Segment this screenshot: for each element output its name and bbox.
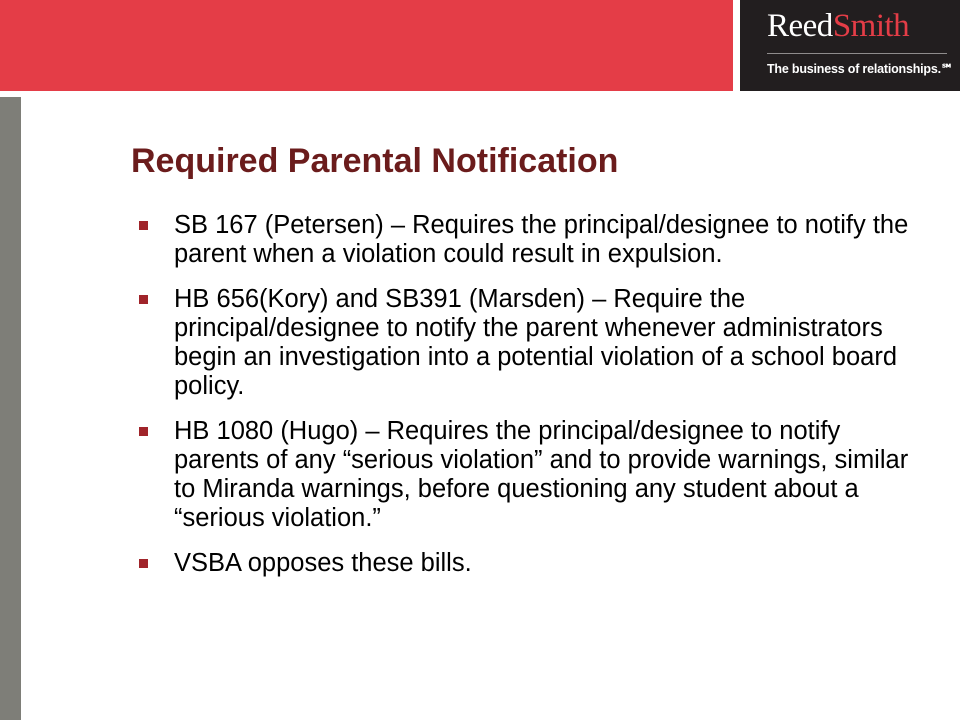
bullet-text: VSBA opposes these bills.: [174, 549, 472, 577]
bullet-item: [135, 549, 925, 578]
logo-word-smith: Smith: [832, 8, 910, 44]
bullet-text: SB 167 (Petersen) – Requires the principal/designee to notify the parent when a violation could result in expulsion.: [174, 211, 909, 268]
logo-tagline: The business of relationships.℠: [767, 62, 954, 76]
header-separator: [733, 0, 740, 91]
square-bullet-icon: [139, 559, 148, 568]
square-bullet-icon: [139, 427, 148, 436]
slide-title: Required Parental Notification: [131, 142, 619, 180]
bullet-item: [135, 211, 925, 269]
bullet-list: [135, 211, 925, 594]
logo-wordmark: [767, 8, 909, 45]
bullet-item: [135, 417, 925, 533]
logo-word-reed: Reed: [767, 8, 833, 44]
reed-smith-logo: [740, 0, 960, 91]
logo-divider: [767, 53, 947, 54]
square-bullet-icon: [139, 295, 148, 304]
bullet-item: [135, 285, 925, 401]
left-side-bar: [0, 97, 21, 720]
square-bullet-icon: [139, 221, 148, 230]
bullet-text: HB 656(Kory) and SB391 (Marsden) – Require the principal/designee to notify the parent whenever administrators begin an investigation into a potential violation of a school board policy.: [174, 285, 898, 400]
bullet-text: HB 1080 (Hugo) – Requires the principal/designee to notify parents of any “serious violation” and to provide warnings, similar to Miranda warnings, before questioning any student about a “serious violation.”: [174, 417, 909, 532]
header-red-band: [0, 0, 733, 91]
